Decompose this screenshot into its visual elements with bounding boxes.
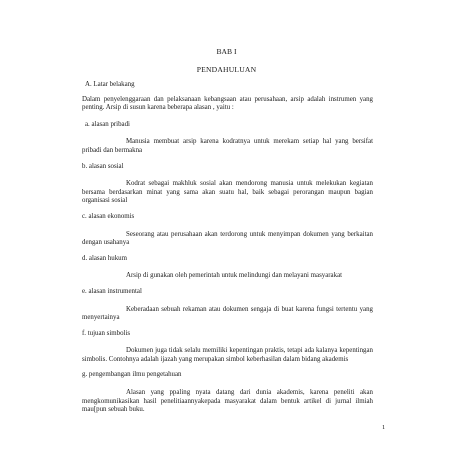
reason-instrumental [82, 288, 373, 323]
reason-body: Dokumen juga tidak selalu memiliki kepentingan praktis, tetapi ada kalanya kepentingan simbolis. Contohnya adalah ijazah yang merupakan simbol keberhasilan dalam bidang akademis [82, 347, 373, 363]
reason-title: e. alasan instrumental [82, 287, 142, 295]
document-body [82, 81, 373, 422]
reason-sosial [82, 163, 373, 206]
reason-ekonomis [82, 213, 373, 248]
reason-body: Keberadaan sebuah rekaman atau dokumen sengaja di buat karena fungsi tertentu yang menyertainya [82, 305, 373, 322]
reason-title: f. tujuan simbolis [82, 329, 131, 337]
reason-title: d. alasan hukum [82, 254, 127, 262]
chapter-number: BAB I [216, 47, 237, 56]
reason-ilmu-pengetahuan [82, 371, 373, 414]
reason-body: Manusia membuat arsip karena kodratnya untuk merekam setiap hal yang bersifat pribadi dan bermakna [82, 138, 373, 154]
reason-body: Alasan yang ppaling nyata datang dari dunia akademis, karena peneliti akan mengkomunikasikan hasil penelitiaannyakepada masyarakat dalam bentuk artikel di jurnal ilmiah mau[pun sebuah buku. [82, 389, 373, 414]
chapter-title: PENDAHULUAN [196, 65, 257, 74]
reason-title: c. alasan ekonomis [82, 212, 135, 220]
reason-body: Arsip di gunakan oleh pemerintah untuk melindungi dan melayani masyarakat [126, 272, 343, 280]
intro-paragraph: Dalam penyelenggaraan dan pelaksanaan kebangsaan atau perusahaan, arsip adalah instrumen yang penting. Arsip di susun karena beberapa alasan , yaitu : [82, 95, 373, 112]
reason-title: b. alasan sosial [82, 162, 124, 170]
reason-title: a. alasan pribadi [85, 120, 130, 128]
reason-body: Kodrat sebagai makhluk sosial akan mendorong manusia untuk melekukan kegiatan bersama berdasarkan minat yang sama akan suatu hal, baik sebagai perorangan maupun bagian organisasi sosial [82, 180, 373, 205]
reason-hukum [82, 255, 373, 281]
reason-title: g. pengembangan ilmu pengetahuan [82, 371, 182, 379]
reason-body: Seseorang atau perusahaan akan terdorong untuk menyimpan dokumen yang berkaitan dengan usahanya [82, 230, 373, 247]
page-number: 1 [382, 424, 386, 431]
reason-simbolis [82, 330, 373, 365]
section-heading: A. Latar belakang [85, 81, 135, 88]
reason-pribadi [82, 121, 373, 156]
